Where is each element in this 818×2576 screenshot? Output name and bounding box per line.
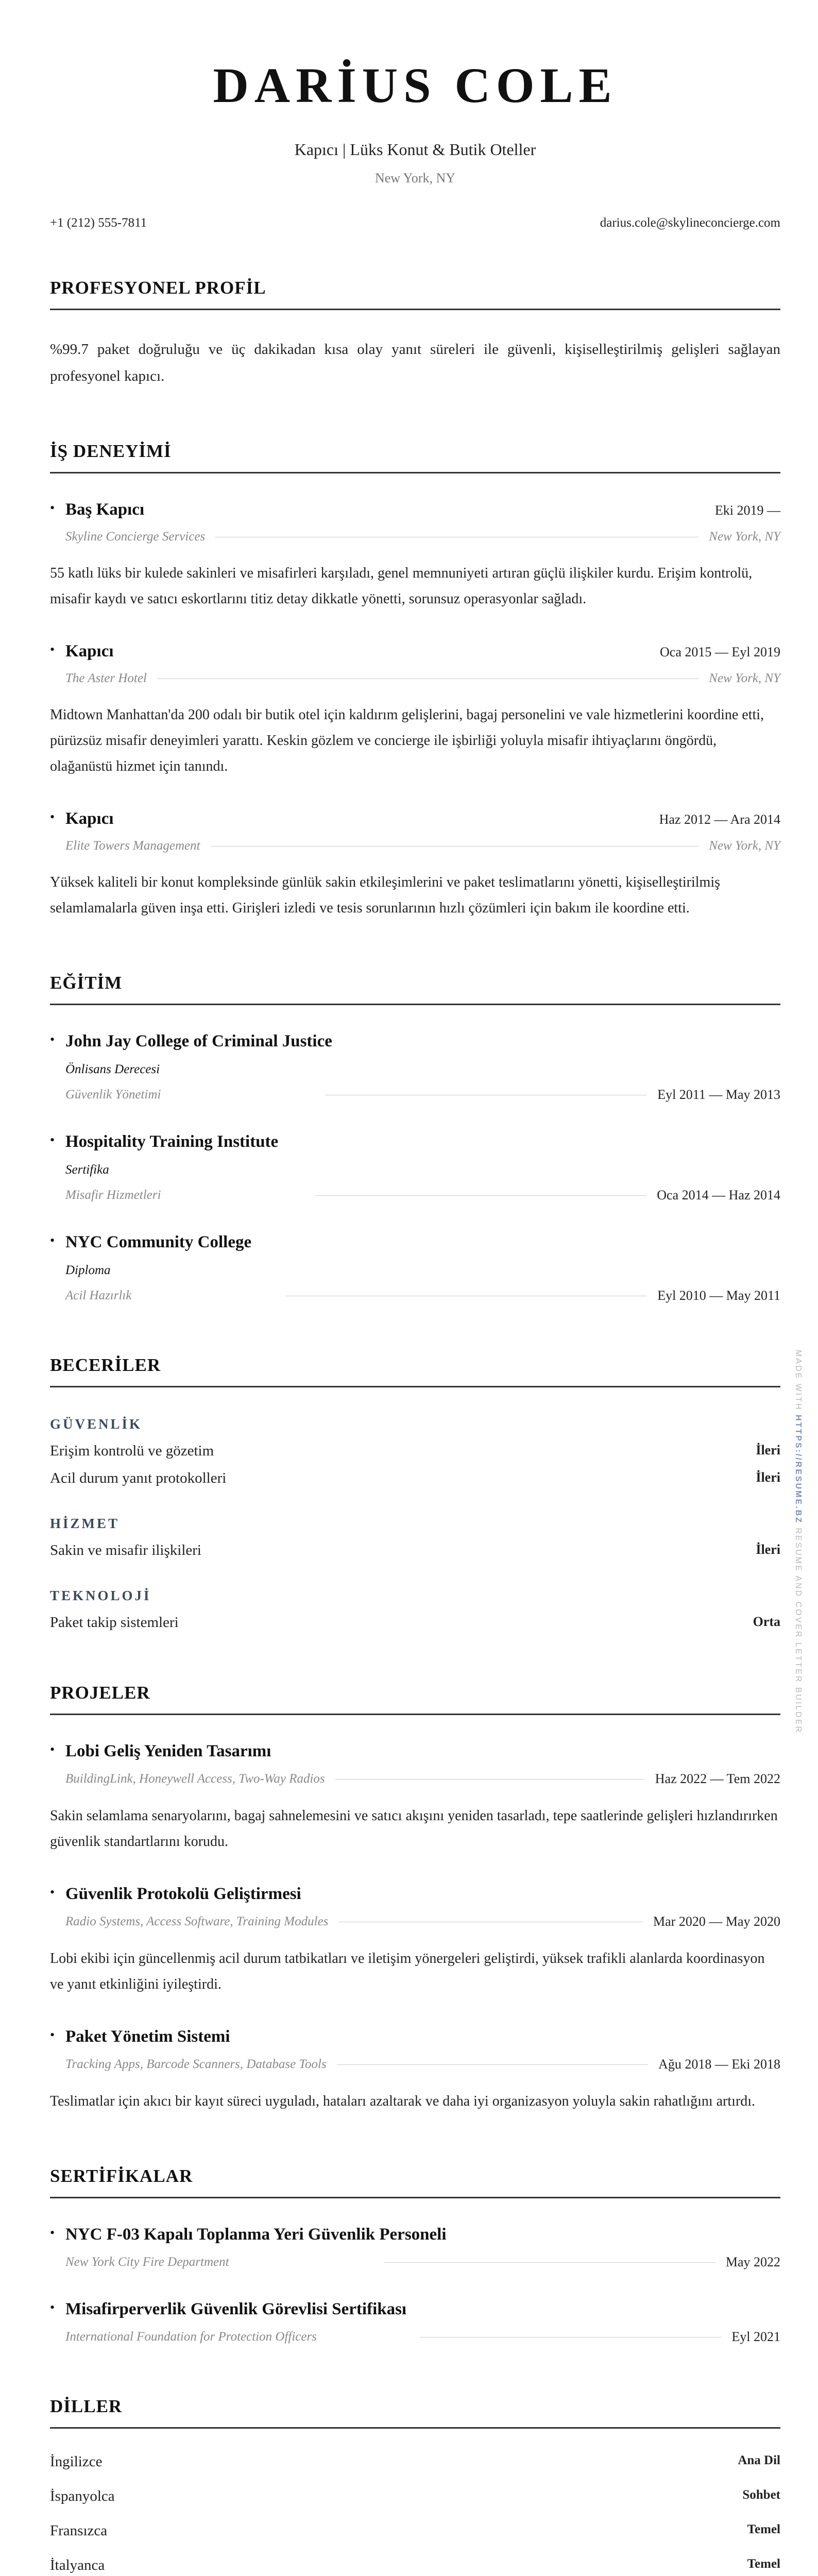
section-title: BECERİLER xyxy=(50,1355,780,1387)
section-title: DİLLER xyxy=(50,2396,780,2429)
resume-page xyxy=(50,0,780,2576)
language-level: Temel xyxy=(747,2557,780,2571)
divider-line xyxy=(326,1094,647,1095)
certification-date: Eyl 2021 xyxy=(731,2329,780,2344)
language-row xyxy=(50,2557,780,2574)
project-date: Haz 2022 — Tem 2022 xyxy=(655,1771,780,1786)
language-name: İtalyanca xyxy=(50,2557,105,2573)
language-row xyxy=(50,2453,780,2470)
skill-row xyxy=(50,1542,780,1559)
skill-name: Erişim kontrolü ve gözetim xyxy=(50,1443,214,1459)
job-title: • Kapıcı xyxy=(50,809,114,828)
degree: Sertifika xyxy=(65,1163,109,1177)
job-date: Oca 2015 — Eyl 2019 xyxy=(660,645,780,659)
certification-date: May 2022 xyxy=(725,2255,780,2269)
builder-watermark xyxy=(793,1350,803,1734)
divider-line xyxy=(215,536,698,537)
education-date: Oca 2014 — Haz 2014 xyxy=(657,1188,780,1202)
certification-name: • Misafirperverlik Güvenlik Görevlisi Sertifikası xyxy=(50,2300,406,2319)
language-level: Sohbet xyxy=(742,2488,780,2502)
candidate-headline: Kapıcı | Lüks Konut & Butik Oteller xyxy=(294,140,536,159)
divider-line xyxy=(157,678,698,679)
degree: Diploma xyxy=(65,1263,111,1277)
field-of-study: Acil Hazırlık xyxy=(65,1289,132,1302)
experience-section xyxy=(50,441,780,921)
project-description: Teslimatlar için akıcı bir kayıt süreci uyguladı, hataları azaltarak ve daha iyi organizasyon yoluyla sakin rahatlığını artırdı. xyxy=(50,2093,756,2109)
certification-name: • NYC F-03 Kapalı Toplanma Yeri Güvenlik Personeli xyxy=(50,2225,447,2244)
language-name: İngilizce xyxy=(50,2453,103,2470)
project-name: • Paket Yönetim Sistemi xyxy=(50,2027,230,2046)
divider-line xyxy=(286,1295,647,1296)
skill-group-title: GÜVENLİK xyxy=(50,1416,143,1432)
project-entry xyxy=(50,1885,780,1997)
experience-entry xyxy=(50,809,780,921)
language-list xyxy=(50,2453,780,2574)
projects-section xyxy=(50,1683,780,2114)
divider-line xyxy=(315,1195,646,1196)
project-tools: Radio Systems, Access Software, Training Modules xyxy=(65,1914,329,1928)
skill-level: İleri xyxy=(756,1443,780,1458)
education-entry xyxy=(50,1032,780,1103)
field-of-study: Güvenlik Yönetimi xyxy=(65,1088,161,1101)
skill-level: İleri xyxy=(756,1542,780,1557)
languages-section xyxy=(50,2396,780,2574)
skill-row xyxy=(50,1614,780,1631)
skills-section xyxy=(50,1355,780,1631)
language-row xyxy=(50,2522,780,2539)
phone-number[interactable]: +1 (212) 555-7811 xyxy=(50,216,147,230)
divider-line xyxy=(420,2336,721,2337)
field-of-study: Misafir Hizmetleri xyxy=(65,1188,161,1202)
education-date: Eyl 2011 — May 2013 xyxy=(657,1087,780,1102)
resume-header xyxy=(50,0,780,186)
job-location: New York, NY xyxy=(709,530,780,544)
divider-line xyxy=(337,2064,648,2065)
section-title: EĞİTİM xyxy=(50,973,780,1005)
language-name: İspanyolca xyxy=(50,2488,115,2504)
section-title: PROJELER xyxy=(50,1683,780,1715)
job-date: Eki 2019 — xyxy=(714,503,780,518)
watermark-suffix: RESUME AND COVER LETTER BUILDER xyxy=(794,1528,803,1734)
divider-line xyxy=(384,2262,715,2263)
profile-summary: %99.7 paket doğruluğu ve üç dakikadan kısa olay yanıt süreleri ile güvenli, kişiselleştirilmiş gelişleri sağlayan profesyonel kapıcı. xyxy=(50,341,780,384)
experience-entry xyxy=(50,500,780,612)
project-tools: BuildingLink, Honeywell Access, Two-Way Radios xyxy=(65,1772,325,1786)
watermark-prefix: MADE WITH xyxy=(794,1350,803,1411)
job-title: • Kapıcı xyxy=(50,642,114,661)
divider-line xyxy=(211,845,699,846)
job-location: New York, NY xyxy=(709,671,780,685)
skill-level: Orta xyxy=(753,1614,780,1629)
job-title: • Baş Kapıcı xyxy=(50,500,144,519)
project-name: • Lobi Geliş Yeniden Tasarımı xyxy=(50,1742,271,1761)
job-description: Yüksek kaliteli bir konut kompleksinde günlük sakin etkileşimlerini ve paket teslimatlarını yönetti, kişiselleştirilmiş selamlamalarla güven inşa etti. Girişleri izledi ve tesis sorunlarının hızlı çözümleri için bakım ile koordine etti. xyxy=(50,874,721,916)
skill-row xyxy=(50,1470,780,1487)
divider-line xyxy=(338,1921,643,1922)
skill-row xyxy=(50,1443,780,1460)
language-level: Temel xyxy=(747,2522,780,2536)
school-name: • NYC Community College xyxy=(50,1233,251,1252)
certification-entry xyxy=(50,2225,780,2270)
section-title: SERTİFİKALAR xyxy=(50,2166,780,2198)
language-name: Fransızca xyxy=(50,2522,108,2539)
job-date: Haz 2012 — Ara 2014 xyxy=(659,812,780,827)
email-address[interactable]: darius.cole@skylineconcierge.com xyxy=(600,216,780,230)
project-date: Ağu 2018 — Eki 2018 xyxy=(658,2057,780,2072)
project-tools: Tracking Apps, Barcode Scanners, Database Tools xyxy=(65,2057,327,2071)
certifications-section xyxy=(50,2166,780,2345)
divider-line xyxy=(335,1778,645,1780)
section-title: PROFESYONEL PROFİL xyxy=(50,278,780,310)
certification-issuer: New York City Fire Department xyxy=(65,2255,229,2269)
skill-name: Paket takip sistemleri xyxy=(50,1614,179,1631)
certification-issuer: International Foundation for Protection Officers xyxy=(65,2330,317,2344)
job-description: 55 katlı lüks bir kulede sakinleri ve misafirleri karşıladı, genel memnuniyeti artıran güçlü ilişkiler kurdu. Erişim kontrolü, misafir kaydı ve satıcı eskortlarını titiz detay dikkatle yönetti, sorunsuz operasyonlar sağladı. xyxy=(50,565,753,607)
project-description: Sakin selamlama senaryolarını, bagaj sahnelemesini ve satıcı akışını yeniden tasarladı, tepe saatlerinde gelişleri hızlandırırken güvenlik standartlarını korudu. xyxy=(50,1808,778,1850)
degree: Önlisans Derecesi xyxy=(65,1062,160,1076)
project-date: Mar 2020 — May 2020 xyxy=(653,1914,780,1929)
project-entry xyxy=(50,2027,780,2114)
education-entry xyxy=(50,1233,780,1303)
candidate-location: New York, NY xyxy=(374,171,455,185)
certification-entry xyxy=(50,2300,780,2345)
employer: Elite Towers Management xyxy=(65,839,200,853)
project-entry xyxy=(50,1742,780,1855)
experience-entry xyxy=(50,642,780,779)
skill-name: Sakin ve misafir ilişkileri xyxy=(50,1542,201,1558)
school-name: • John Jay College of Criminal Justice xyxy=(50,1032,332,1051)
skill-group-title: HİZMET xyxy=(50,1516,120,1531)
job-location: New York, NY xyxy=(709,839,780,853)
candidate-name: DARİUS COLE xyxy=(213,58,618,113)
language-level: Ana Dil xyxy=(738,2453,780,2467)
language-row xyxy=(50,2488,780,2505)
contact-row xyxy=(50,216,780,230)
education-entry xyxy=(50,1132,780,1203)
education-date: Eyl 2010 — May 2011 xyxy=(657,1288,780,1303)
section-title: İŞ DENEYİMİ xyxy=(50,441,780,473)
employer: The Aster Hotel xyxy=(65,671,147,685)
watermark-link[interactable]: HTTPS://RESUME.BZ xyxy=(794,1415,803,1524)
profile-section xyxy=(50,278,780,389)
education-section xyxy=(50,973,780,1303)
project-name: • Güvenlik Protokolü Geliştirmesi xyxy=(50,1885,301,1904)
employer: Skyline Concierge Services xyxy=(65,530,206,544)
skill-name: Acil durum yanıt protokolleri xyxy=(50,1470,227,1486)
skill-level: İleri xyxy=(756,1470,780,1485)
skill-group-title: TEKNOLOJİ xyxy=(50,1588,151,1603)
job-description: Midtown Manhattan'da 200 odalı bir butik otel için kaldırım gelişlerini, bagaj personelini ve vale hizmetlerini koordine etti, pürüzsüz misafir deneyimleri yarattı. Keskin gözlem ve concierge ile işbirliği yoluyla misafir ihtiyaçlarını öngördü, olağanüstü hizmet için tanındı. xyxy=(50,707,764,774)
school-name: • Hospitality Training Institute xyxy=(50,1132,278,1151)
project-description: Lobi ekibi için güncellenmiş acil durum tatbikatları ve iletişim yönergeleri geliştirdi, yüksek trafikli alanlarda koordinasyon ve yanıt etkinliğini iyileştirdi. xyxy=(50,1951,765,1992)
